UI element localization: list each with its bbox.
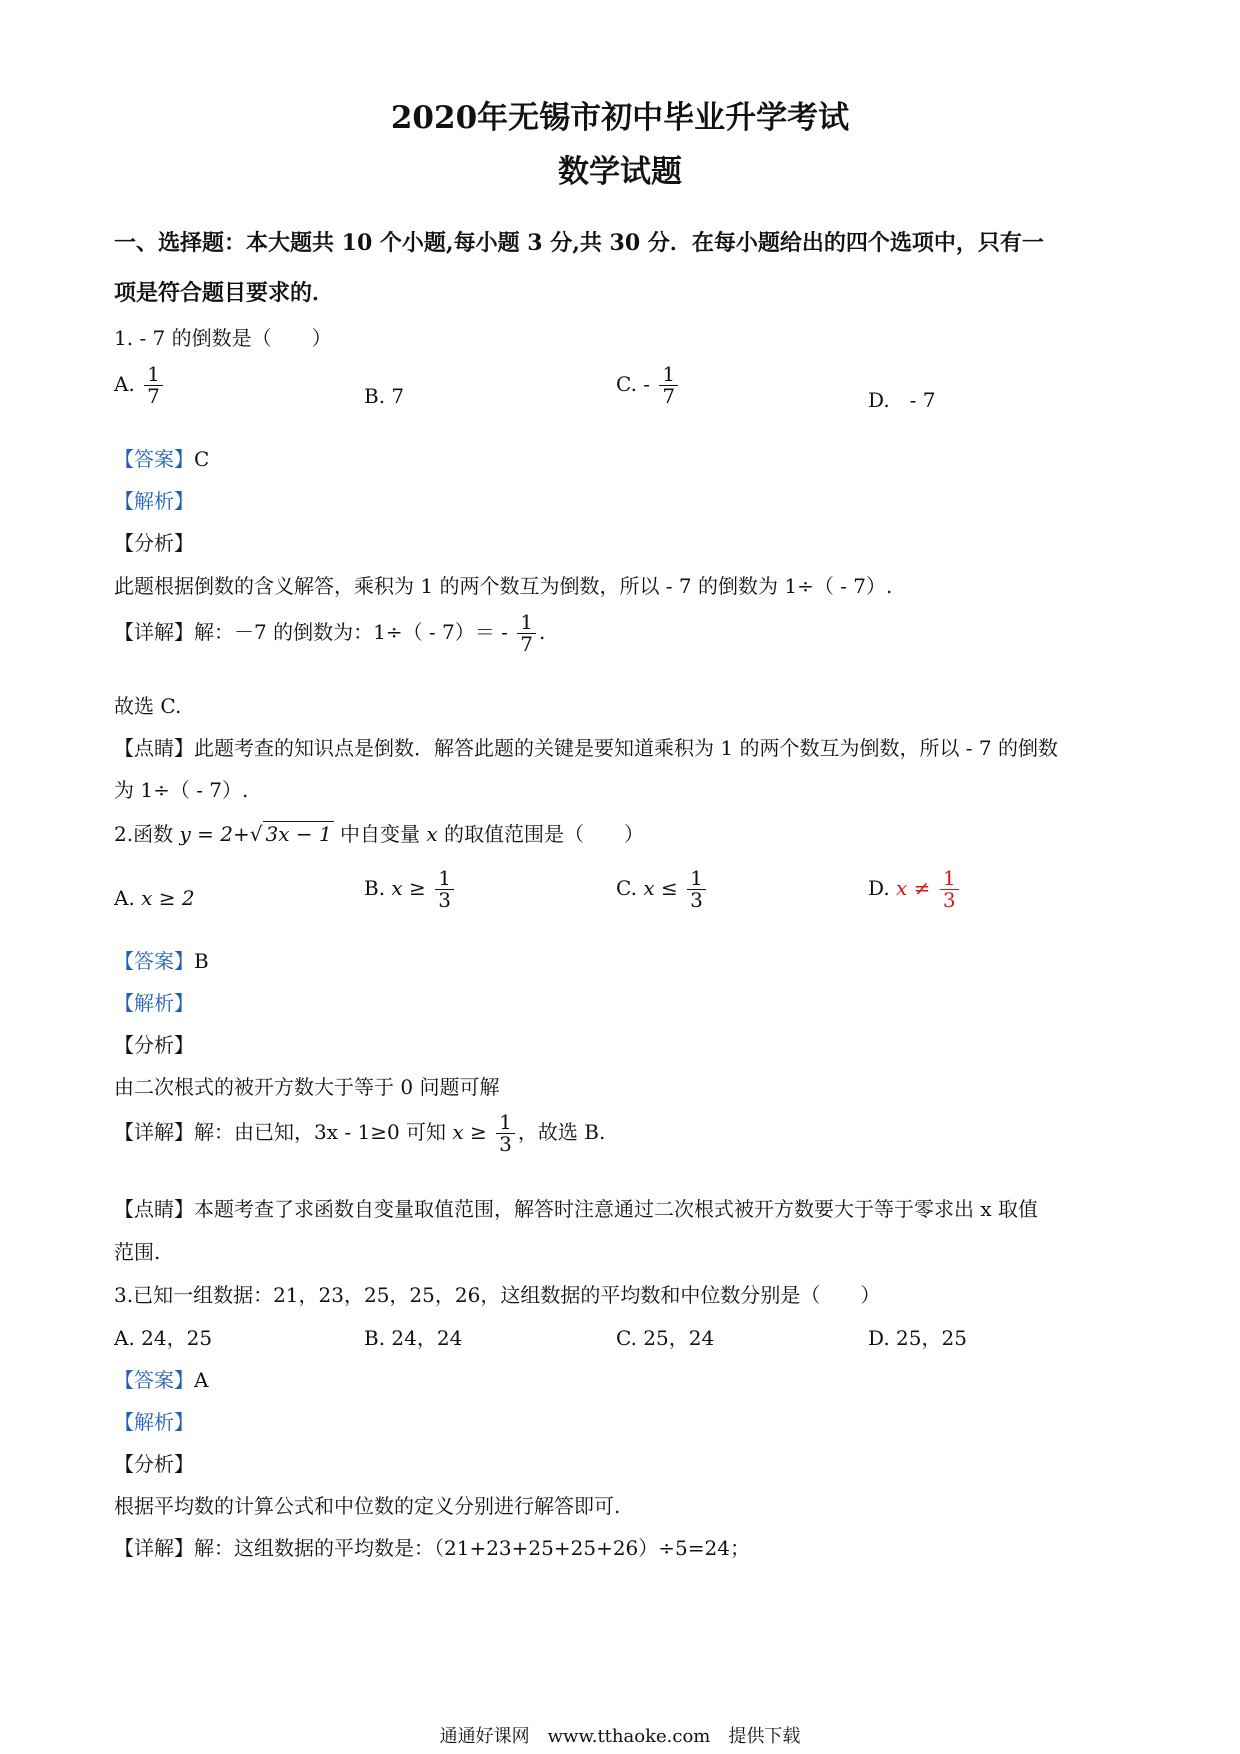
comment-tag: 【点睛】: [114, 1197, 194, 1221]
answer-tag: 【答案】: [114, 949, 194, 973]
q3-detail: [114, 1532, 750, 1561]
q1-comment-line1: 此题考查的知识点是倒数．解答此题的关键是要知道乘积为 1 的两个数互为倒数，所以 - 7 的倒数: [194, 736, 1058, 760]
q3-answer: [114, 1364, 208, 1393]
q2-option-c: [616, 868, 709, 911]
q2-option-b-expr: x ≥: [391, 876, 426, 900]
q2-fenxi-text: 由二次根式的被开方数大于等于 0 问题可解: [114, 1075, 500, 1099]
q2-stem-function: y = 2+: [179, 822, 250, 846]
q3-option-c: C. 25，24: [616, 1326, 715, 1350]
q1-option-a-label: A.: [114, 372, 135, 396]
detail-tag: 【详解】: [114, 620, 194, 644]
section-heading-line2: 项是符合题目要求的．: [114, 280, 335, 306]
answer-tag: 【答案】: [114, 1368, 194, 1392]
q2-comment: [114, 1193, 1038, 1222]
q2-stem: 2.函数 y = 2+√ 3x − 1 中自变量 x 的取值范围是（ ）: [114, 822, 645, 846]
document-title: 2020年无锡市初中毕业升学考试: [390, 100, 850, 136]
q2-comment-line1: 本题考查了求函数自变量取值范围，解答时注意通过二次根式被开方数要大于等于零求出 x 取值: [194, 1197, 1038, 1221]
q1-detail-text: 解：－7 的倒数为：1÷（ - 7）＝ -: [194, 620, 508, 644]
document-subtitle: 数学试题: [558, 154, 682, 190]
q2-option-c-label: C.: [616, 876, 637, 900]
q1-fenxi-tag: 【分析】: [114, 531, 194, 555]
q1-option-d: D. - 7: [868, 388, 936, 412]
q3-stem: 3.已知一组数据：21，23，25，25，26，这组数据的平均数和中位数分别是（ ）: [114, 1283, 881, 1307]
q3-fenxi-text: 根据平均数的计算公式和中位数的定义分别进行解答即可.: [114, 1494, 621, 1518]
q3-answer-value: A: [194, 1368, 209, 1392]
q1-analysis-tag: 【解析】: [114, 489, 194, 513]
q2-stem-post: 的取值范围是（ ）: [444, 822, 645, 846]
q2-detail: [114, 1112, 605, 1155]
q2-option-a: [114, 886, 195, 910]
q1-conclusion: 故选 C.: [114, 694, 182, 718]
q2-option-a-label: A.: [114, 886, 135, 910]
q1-comment-line2: 为 1÷（ - 7）.: [114, 778, 249, 802]
q2-option-d: [868, 868, 962, 911]
q2-option-c-expr: x ≤: [643, 876, 678, 900]
q1-fenxi-text: 此题根据倒数的含义解答，乘积为 1 的两个数互为倒数，所以 - 7 的倒数为 1÷（ - 7）.: [114, 574, 893, 598]
q1-option-a: [114, 364, 166, 407]
q1-option-c-fraction: $\frac{1}{7}$: [659, 364, 678, 407]
detail-tag: 【详解】: [114, 1120, 194, 1144]
q2-stem-variable: x: [426, 822, 438, 846]
q2-option-b: [364, 868, 457, 911]
q2-detail-end: ，故选 B.: [517, 1120, 606, 1144]
q3-fenxi-tag: 【分析】: [114, 1452, 194, 1476]
q1-option-c-label: C. -: [616, 372, 651, 396]
q1-option-b: B. 7: [364, 384, 405, 408]
comment-tag: 【点睛】: [114, 736, 194, 760]
q3-detail-text: 解：这组数据的平均数是：（21+23+25+25+26）÷5=24；: [194, 1536, 750, 1560]
q2-option-d-expr: x ≠: [896, 876, 931, 900]
section-heading-line1: 一、选择题：本大题共 10 个小题,每小题 3 分,共 30 分．在每小题给出的四个选项中，只有一: [114, 230, 1044, 256]
q1-option-a-fraction: $\frac{1}{7}$: [144, 364, 163, 407]
q1-option-c: [616, 364, 681, 407]
q2-detail-text: 解：由已知，3x - 1≥0 可知: [194, 1120, 447, 1144]
q3-option-d: D. 25，25: [868, 1326, 967, 1350]
q3-option-a: A. 24，25: [114, 1326, 213, 1350]
q1-comment: [114, 732, 1058, 761]
q2-option-c-fraction: $\frac{1}{3}$: [687, 868, 706, 911]
q1-detail-end: .: [538, 620, 546, 644]
q2-detail-fraction: $\frac{1}{3}$: [496, 1112, 515, 1155]
q2-stem-mid: 中自变量: [340, 822, 421, 846]
q2-analysis-tag: 【解析】: [114, 991, 194, 1015]
q2-option-d-label: D.: [868, 876, 890, 900]
q3-option-b: B. 24，24: [364, 1326, 463, 1350]
q2-detail-expr: x ≥: [452, 1120, 487, 1144]
q2-answer-value: B: [194, 949, 209, 973]
q1-detail: [114, 612, 545, 655]
q1-answer: [114, 443, 209, 472]
q1-stem: 1. - 7 的倒数是（ ）: [114, 326, 332, 350]
q2-comment-line2: 范围.: [114, 1240, 161, 1264]
page-footer: 通通好课网 www.tthaoke.com 提供下载: [439, 1726, 801, 1747]
q2-option-d-fraction: $\frac{1}{3}$: [940, 868, 959, 911]
q2-option-b-label: B.: [364, 876, 386, 900]
q3-analysis-tag: 【解析】: [114, 1410, 194, 1434]
q2-option-b-fraction: $\frac{1}{3}$: [435, 868, 454, 911]
detail-tag: 【详解】: [114, 1536, 194, 1560]
q2-option-a-expr: x ≥ 2: [141, 886, 195, 910]
q2-answer: [114, 945, 209, 974]
q2-stem-pre: 2.函数: [114, 822, 174, 846]
q1-detail-fraction: $\frac{1}{7}$: [517, 612, 536, 655]
q2-stem-sqrt: 3x − 1: [265, 822, 332, 846]
q2-fenxi-tag: 【分析】: [114, 1033, 194, 1057]
answer-tag: 【答案】: [114, 447, 194, 471]
q1-answer-value: C: [194, 447, 210, 471]
